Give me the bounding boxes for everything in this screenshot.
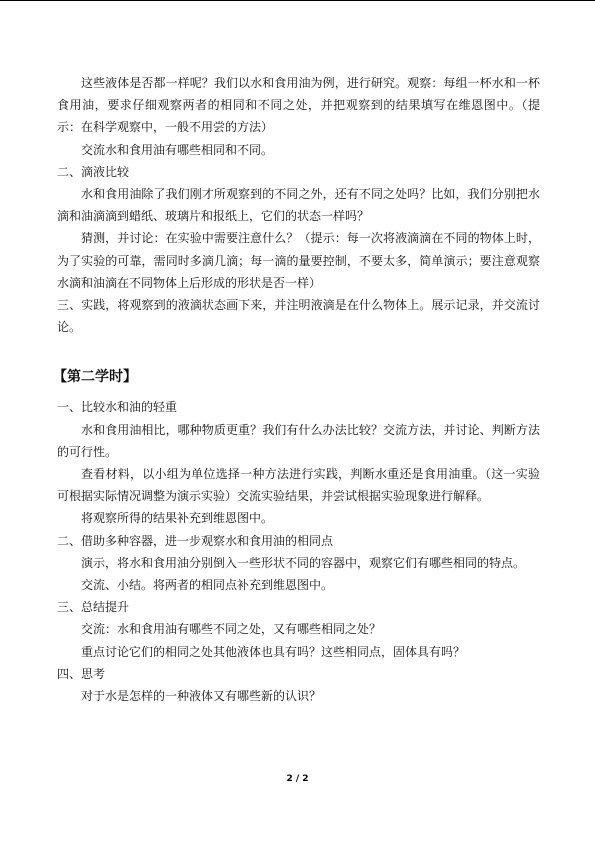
- paragraph: 交流：水和食用油有哪些不同之处，又有哪些相同之处？: [81, 622, 382, 637]
- paragraph: 演示，将水和食用油分别倒入一些形状不同的容器中，观察它们有哪些相同的特点。: [81, 555, 526, 570]
- paragraph: 对于水是怎样的一种液体又有哪些新的认识？: [81, 689, 322, 704]
- heading-item: 四、思考: [57, 666, 106, 681]
- heading-item: 三、总结提升: [57, 600, 130, 615]
- heading-item: 二、借助多种容器，进一步观察水和食用油的相同点: [57, 533, 334, 548]
- header-rule: [0, 0, 595, 1]
- paragraph: 水和食用油除了我们刚才所观察到的不同之外，还有不同之处吗？比如，我们分别把水滴和油滴滴到蜡纸、玻璃片和报纸上，它们的状态一样吗？: [57, 187, 540, 224]
- paragraph: 重点讨论它们的相同之处其他液体也具有吗？这些相同点，固体具有吗？: [81, 644, 466, 659]
- heading-item: 二、滴液比较: [57, 164, 130, 179]
- paragraph: 查看材料，以小组为单位选择一种方法进行实践，判断水重还是食用油重。（这一实验可根据实际情况调整为演示实验）交流实验结果，并尝试根据实验现象进行解释。: [57, 467, 540, 504]
- paragraph: 交流水和食用油有哪些相同和不同。: [81, 142, 274, 157]
- document-body: [53, 72, 540, 707]
- paragraph: 交流、小结。将两者的相同点补充到维恩图中。: [81, 578, 334, 593]
- paragraph: 猜测，并讨论：在实验中需要注意什么？（提示：每一次将液滴滴在不同的物体上时，为了实验的可靠，需同时多滴几滴；每一滴的量要控制，不要太多，简单演示；要注意观察水滴和油滴在不同物体上后形成的形状是否一样）: [57, 231, 540, 290]
- page-number: 2 / 2: [286, 774, 309, 784]
- spacer: [57, 388, 540, 396]
- heading-item: 一、比较水和油的轻重: [57, 400, 178, 415]
- spacer: [57, 338, 540, 366]
- section-title: 【第二学时】: [53, 369, 137, 386]
- paragraph: 这些液体是否都一样呢？我们以水和食用油为例，进行研究。观察：每组一杯水和一杯食用油，要求仔细观察两者的相同和不同之处，并把观察到的结果填写在维恩图中。（提示：在科学观察中，一般不用尝的方法）: [57, 76, 540, 135]
- paragraph: 水和食用油相比，哪种物质更重？我们有什么办法比较？交流方法，并讨论、判断方法的可行性。: [57, 422, 540, 459]
- heading-item: 三、实践，将观察到的液滴状态画下来，并注明液滴是在什么物体上。展示记录，并交流讨论。: [57, 298, 540, 335]
- paragraph: 将观察所得的结果补充到维恩图中。: [81, 511, 274, 526]
